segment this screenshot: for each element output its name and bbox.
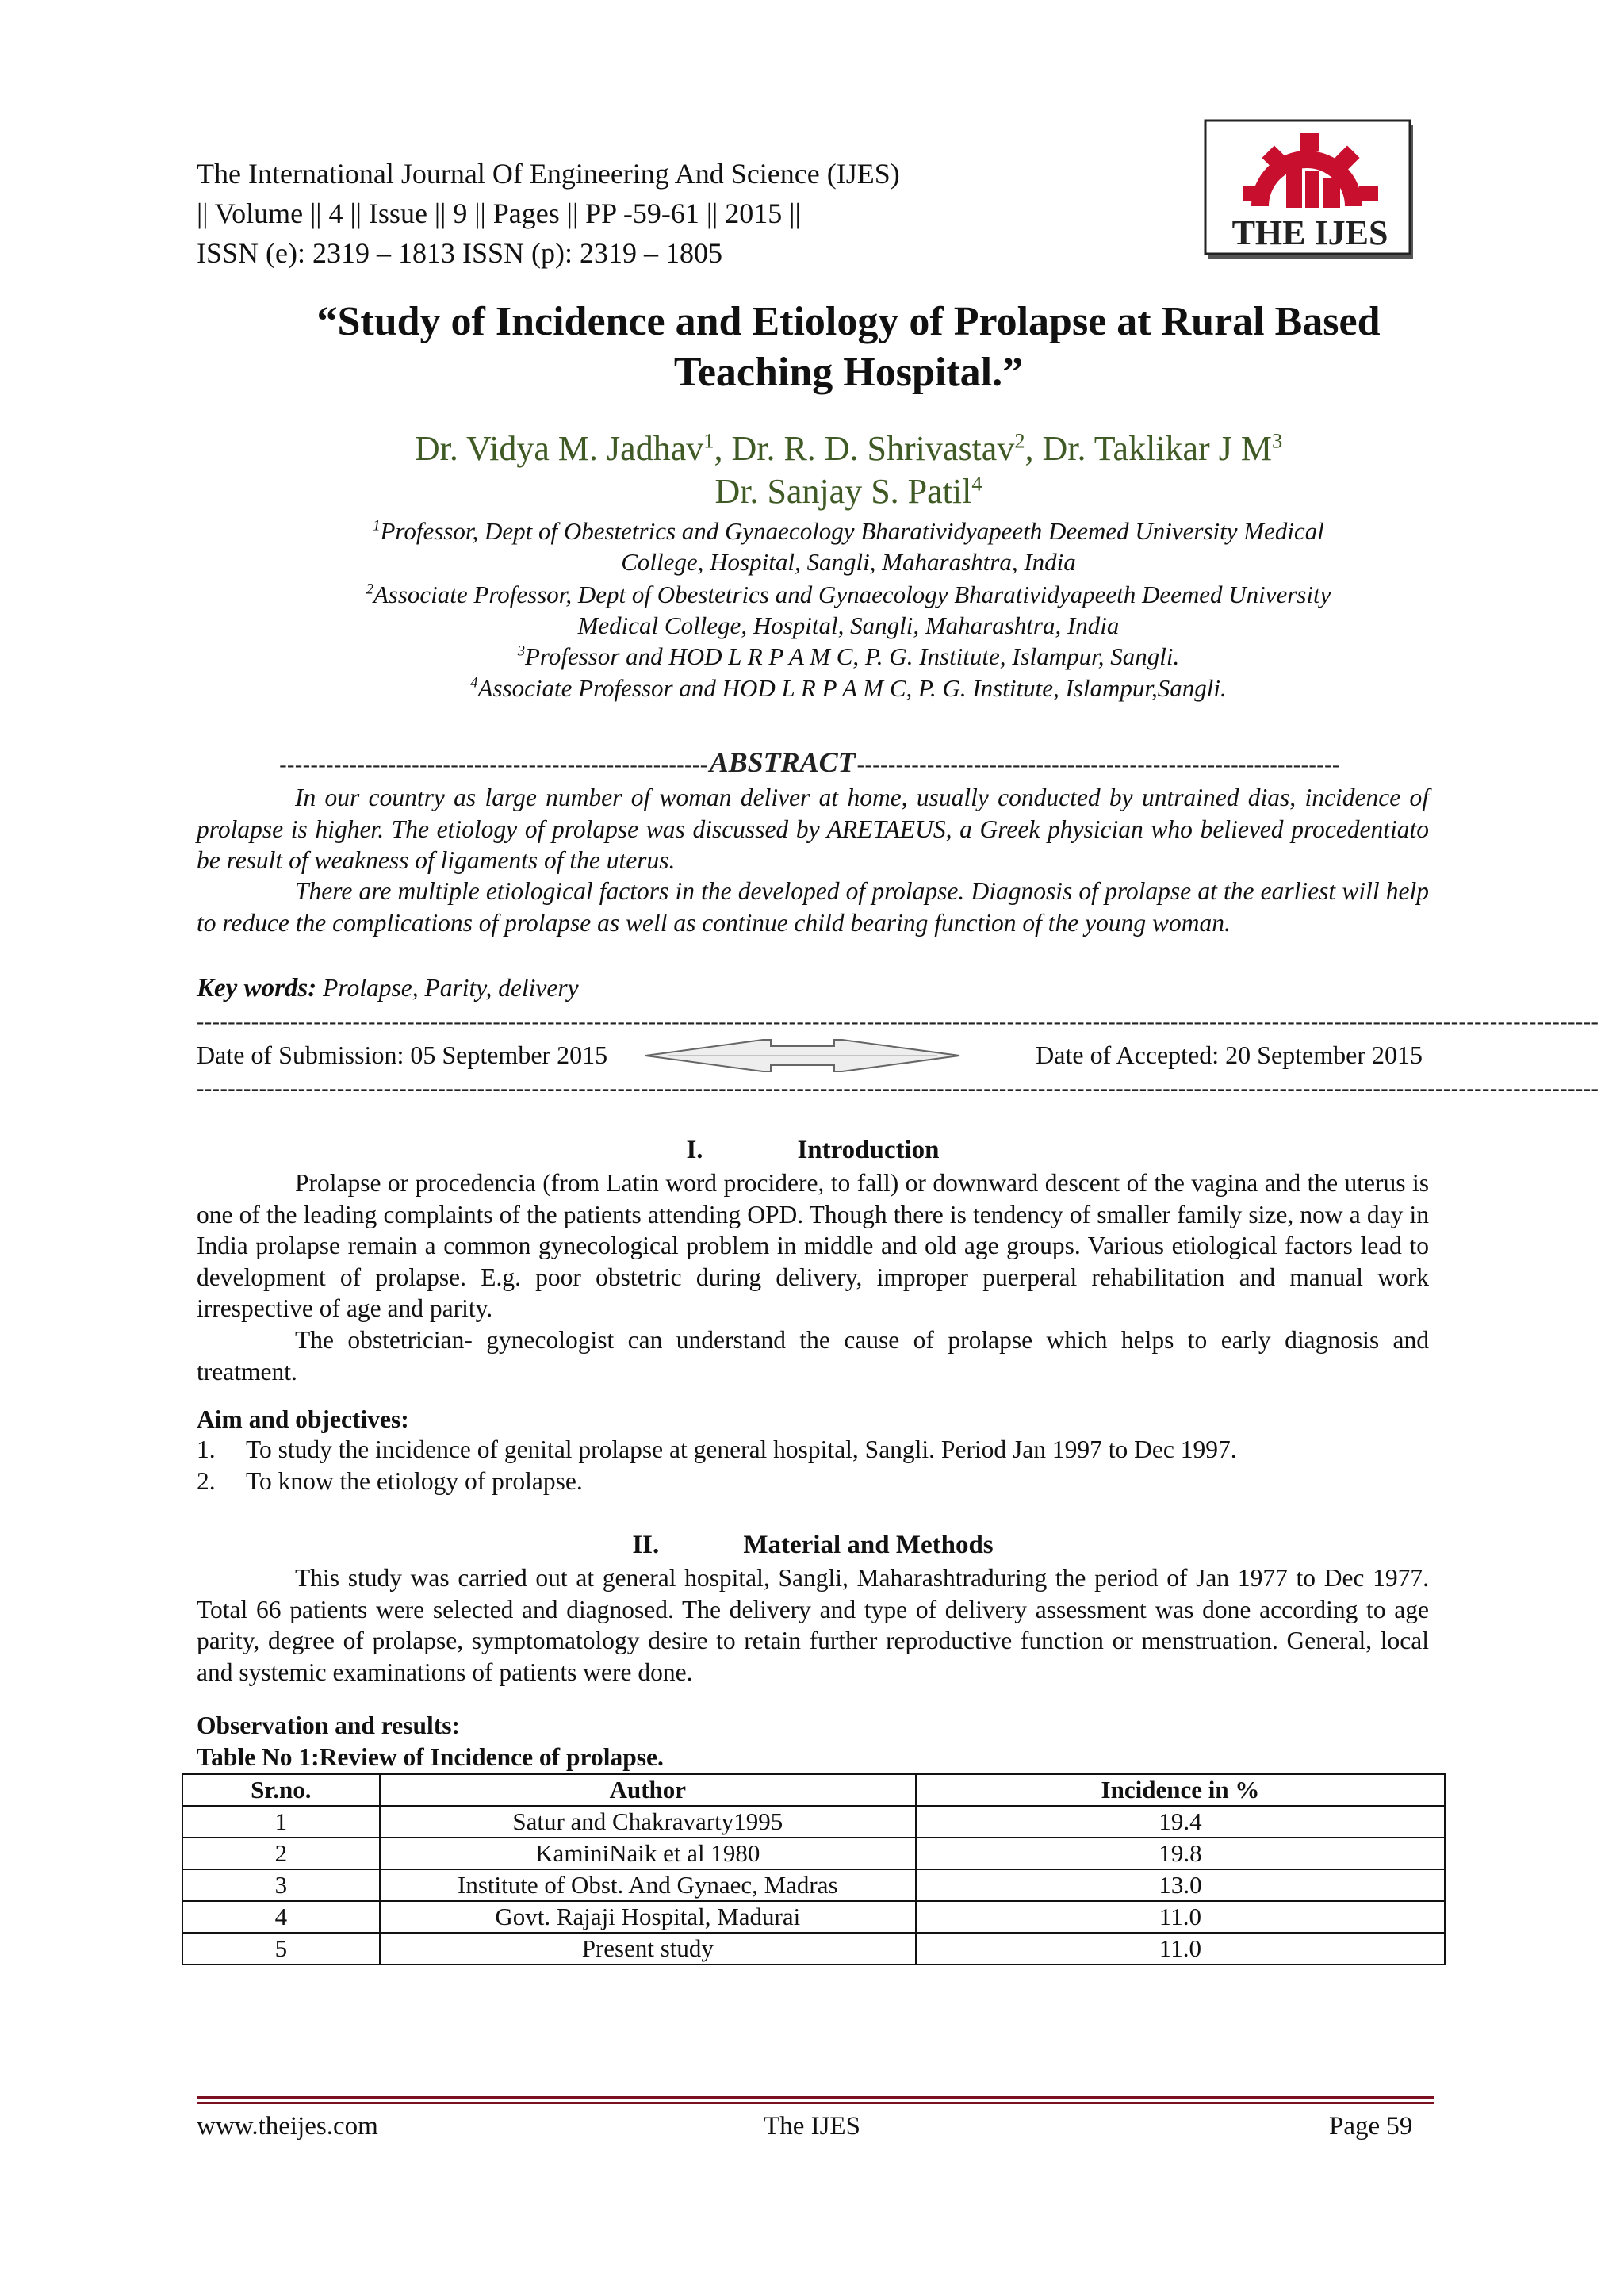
footer-rule [197,2096,1434,2099]
author-1: Dr. Vidya M. Jadhav [414,429,704,468]
author-3: , Dr. Taklikar J M [1025,429,1272,468]
paper-title: “Study of Incidence and Etiology of Prolapse at Rural Based Teaching Hospital.” [316,299,1381,395]
table-row: 4 Govt. Rajaji Hospital, Madurai 11.0 [182,1901,1445,1933]
abstract-rule: -------------------------------------------------------ABSTRACT-------------------------------------------------------------- [279,746,1340,778]
intro-paragraph-1: Prolapse or procedencia (from Latin word procidere, to fall) or downward descent of the vagina and the uterus is one of the leading complaints of the patients attending OPD. Though there is tendency of smaller family size, now a day in India prolapse remain a common gynecological problem in middle and old age groups. Various etiological factors lead to development of prolapse. E.g. poor obstetric during delivery, improper puerperal rehabilitation and manual work irrespective of age and parity. [197,1169,1429,1322]
affiliation-2: $^2$Associate Professor, Dept of Obestetrics and Gynaecology Bharatividyapeeth Deemed University Medical College, Hospital, Sangli, Maharashtra, India [366,581,1331,639]
separator-bottom: ------------------------------------------------------------------------------------------------------------------------------------------------------------------------------------ [197,1076,1599,1101]
journal-volume: || Volume || 4 || Issue || 9 || Pages || PP -59-61 || 2015 || [197,197,801,229]
journal-name: The International Journal Of Engineering And Science (IJES) [197,158,900,190]
affiliation-3: $^3$Professor and HOD L R P A M C, P. G. Institute, Islampur, Sangli. [517,642,1180,670]
ijes-logo [1204,119,1418,262]
table-row: 2 KaminiNaik et al 1980 19.8 [182,1838,1445,1869]
aims-list [197,1434,1429,1497]
abstract-paragraph-1: In our country as large number of woman deliver at home, usually conducted by untrained dias, incidence of prolapse is higher. The etiology of prolapse was discussed by ARETAEUS, a Greek physician who believed procedentiato be result of weakness of ligaments of the uterus. [197,784,1429,874]
separator-top: ------------------------------------------------------------------------------------------------------------------------------------------------------------------------------------ [197,1010,1599,1034]
affiliation-1: $^1$Professor, Dept of Obestetrics and Gynaecology Bharatividyapeeth Deemed University Medical College, Hospital, Sangli, Maharashtra, India [373,517,1324,576]
abstract-heading: ABSTRACT [709,746,856,778]
table-row: 3 Institute of Obst. And Gynaec, Madras 13.0 [182,1869,1445,1901]
page-number: Page 59 [1329,2112,1413,2141]
abstract-paragraph-2: There are multiple etiological factors in the developed of prolapse. Diagnosis of prolapse at the earliest will help to reduce the complications of prolapse as well as continue child bearing function of the young woman. [197,877,1429,937]
intro-paragraph-2: The obstetrician- gynecologist can understand the cause of prolapse which helps to early diagnosis and treatment. [197,1326,1429,1386]
journal-issn: ISSN (e): 2319 – 1813 ISSN (p): 2319 – 1805 [197,237,722,269]
aims-heading: Aim and objectives: [197,1405,409,1433]
section-methods-heading: II. Material and Methods [632,1531,994,1559]
column-header: Sr.no. [182,1774,380,1806]
methods-paragraph: This study was carried out at general hospital, Sangli, Maharashtraduring the period of Jan 1977 to Dec 1977. Total 66 patients were selected and diagnosed. The delivery and type of delivery assessment was done according to age parity, degree of prolapse, symptomatology desire to retain further reproductive function or menstruation. General, local and systemic examinations of patients were done. [197,1564,1429,1686]
table-row: 5 Present study 11.0 [182,1933,1445,1964]
list-item: 1. To study the incidence of genital prolapse at general hospital, Sangli. Period Jan 1997 to Dec 1997. [197,1435,1237,1463]
double-arrow-icon [644,1036,961,1075]
logo-text: THE IJES [1231,213,1388,252]
footer-journal: The IJES [764,2112,860,2141]
column-header: Incidence in % [916,1774,1445,1806]
table-caption: Table No 1:Review of Incidence of prolapse. [197,1743,664,1771]
footer-website[interactable]: www.theijes.com [197,2112,378,2141]
table-row: 1 Satur and Chakravarty1995 19.4 [182,1806,1445,1838]
keywords: Key words: Prolapse, Parity, delivery [197,974,579,1002]
author-4: Dr. Sanjay S. Patil [714,472,972,511]
date-submission: Date of Submission: 05 September 2015 [197,1041,608,1069]
authors-line2: Dr. Sanjay S. Patil$^4$ [714,471,982,511]
footer-rule-thin [197,2102,1434,2104]
date-accepted: Date of Accepted: 20 September 2015 [1036,1041,1423,1069]
author-2: , Dr. R. D. Shrivastav [714,429,1015,468]
table-header-row [182,1774,1445,1806]
list-item: 2. To know the etiology of prolapse. [197,1467,583,1495]
affiliation-4: $^4$Associate Professor and HOD L R P A M C, P. G. Institute, Islampur,Sangli. [470,674,1227,702]
incidence-table [182,1773,1446,1965]
authors-line1: Dr. Vidya M. Jadhav$^1$, Dr. R. D. Shrivastav$^2$, Dr. Taklikar J $M^3$ [414,428,1283,468]
keywords-label: Key words: [197,974,317,1002]
section-introduction-heading: I. Introduction [686,1136,940,1164]
results-heading: Observation and results: [197,1711,460,1739]
column-header: Author [380,1774,916,1806]
